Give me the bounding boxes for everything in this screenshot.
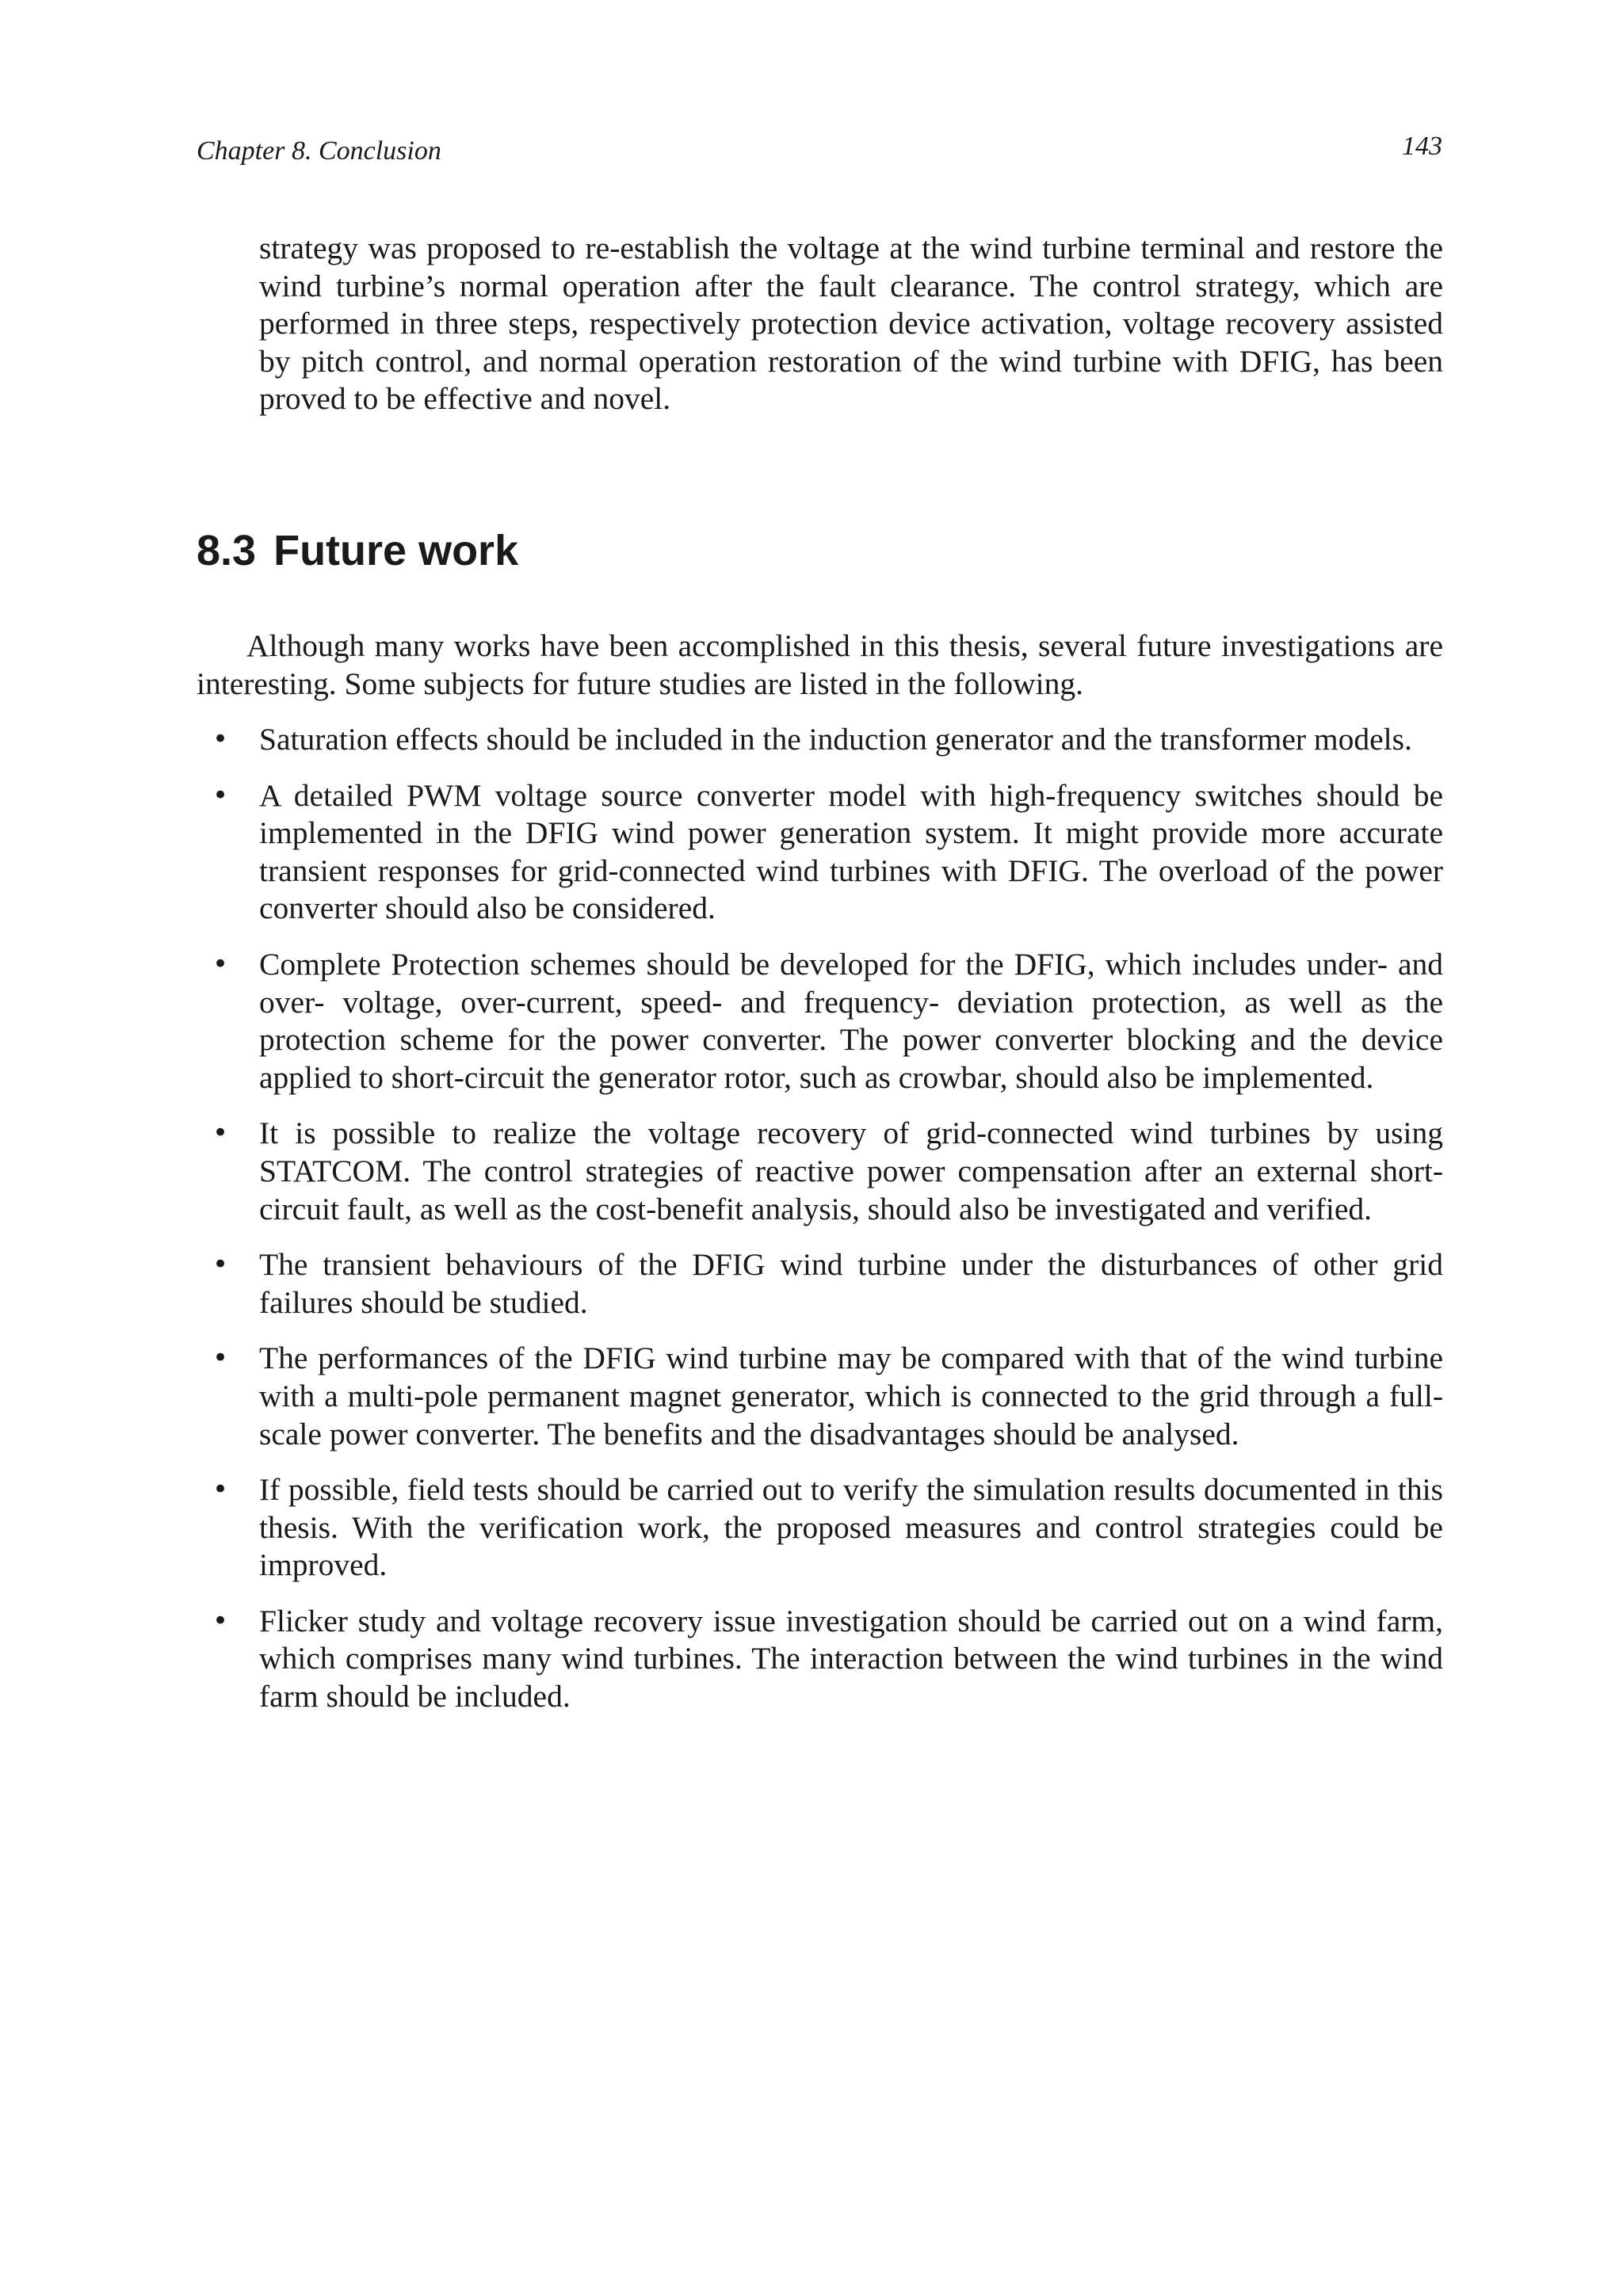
list-item — [197, 1340, 1443, 1453]
list-item — [197, 721, 1443, 759]
chapter-title: Chapter 8. Conclusion — [197, 136, 441, 166]
list-item — [197, 1603, 1443, 1716]
list-item-text: A detailed PWM voltage source converter model with high-frequency switches should be implemented in the DFIG wind power generation system. It might provide more accurate transient responses for grid-connected wind turbines with DFIG. The overload of the power converter should also be considered. — [259, 777, 1443, 926]
future-work-list — [197, 721, 1443, 1734]
bullet-icon: • — [212, 1249, 229, 1281]
list-item — [197, 1246, 1443, 1322]
running-header — [197, 128, 1442, 176]
continuation-paragraph: strategy was proposed to re-establish the voltage at the wind turbine terminal and restore the wind turbine’s normal operation after the fault clearance. The control strategy, which are performed in three steps, respectively protection device activation, voltage recovery assisted by pitch control, and normal operation restoration of the wind turbine with DFIG, has been proved to be effective and novel. — [259, 231, 1443, 417]
list-item — [197, 777, 1443, 928]
list-item-text: Complete Protection schemes should be developed for the DFIG, which includes under- and over- voltage, over-current, speed- and frequency- deviation protection, as well as the protection scheme for the power converter. The power converter blocking and the device applied to short-circuit the generator rotor, such as crowbar, should also be implemented. — [259, 946, 1443, 1095]
list-item — [197, 1115, 1443, 1228]
list-item — [197, 946, 1443, 1097]
bullet-icon: • — [212, 1117, 229, 1150]
list-item-text: Saturation effects should be included in the induction generator and the transformer models. — [259, 722, 1412, 757]
bullet-icon: • — [212, 723, 229, 755]
page-number: 143 — [1402, 132, 1442, 161]
list-item-text: Flicker study and voltage recovery issue investigation should be carried out on a wind farm, which comprises many wind turbines. The interaction between the wind turbines in the wind farm should be included. — [259, 1603, 1443, 1714]
section-heading — [197, 519, 518, 582]
bullet-icon: • — [212, 1604, 229, 1637]
list-item-text: The performances of the DFIG wind turbine may be compared with that of the wind turbine with a multi-pole permanent magnet generator, which is connected to the grid through a full-scale power converter. The benefits and the disadvantages should be analysed. — [259, 1341, 1443, 1451]
section-title: Future work — [273, 527, 519, 574]
bullet-icon: • — [212, 948, 229, 980]
bullet-icon: • — [212, 1342, 229, 1375]
list-item-text: The transient behaviours of the DFIG wind turbine under the disturbances of other grid failures should be studied. — [259, 1247, 1443, 1320]
list-item-text: If possible, field tests should be carried out to verify the simulation results documented in this thesis. With the verification work, the proposed measures and control strategies could be improved. — [259, 1472, 1443, 1583]
bullet-icon: • — [212, 779, 229, 811]
list-item — [197, 1471, 1443, 1585]
list-item-text: It is possible to realize the voltage recovery of grid-connected wind turbines by using STATCOM. The control strategies of reactive power compensation after an external short-circuit fault, as well as the cost-benefit analysis, should also be investigated and verified. — [259, 1116, 1443, 1226]
intro-paragraph: Although many works have been accomplished in this thesis, several future investigations are interesting. Some subjects for future studies are listed in the following. — [197, 628, 1443, 701]
bullet-icon: • — [212, 1474, 229, 1506]
section-number: 8.3 — [197, 527, 257, 574]
